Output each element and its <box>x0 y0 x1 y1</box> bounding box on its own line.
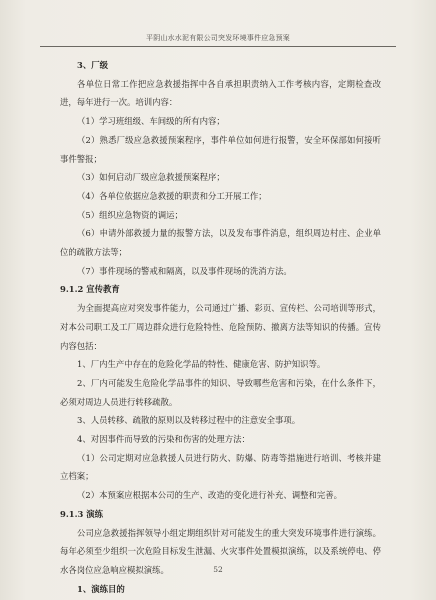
page-body <box>60 56 381 598</box>
page-header: 平阴山水水泥有限公司突发环境事件应急预案 <box>40 33 396 47</box>
paragraph: （1）学习班组级、车间级的所有内容； <box>77 116 225 127</box>
paragraph: （2）熟悉厂级应急救援预案程序，事件单位如何进行报警，安全环保部如何接听事件警报； <box>60 134 381 164</box>
paragraph: 2、厂内可能发生危险化学品事件的知识、导致哪些危害和污染，在什么条件下，必须对周边人员进行转移疏散。 <box>60 377 381 407</box>
paragraph: 3、人员转移、疏散的原则以及转移过程中的注意安全事项。 <box>77 415 301 426</box>
paragraph: （4）各单位依据应急救援的职责和分工开展工作； <box>77 190 267 201</box>
section-heading: 9.1.3 演练 <box>60 508 103 519</box>
section-heading: 1、演练目的 <box>77 583 125 594</box>
paragraph: 1、厂内生产中存在的危险化学品的特性、健康危害、防护知识等。 <box>77 359 326 370</box>
paragraph: （5）组织应急物资的调运； <box>77 209 183 220</box>
paragraph: 4、对因事件而导致的污染和伤害的处理方法： <box>77 434 250 445</box>
paragraph: 公司应急救援指挥领导小组定期组织针对可能发生的重大突发环境事件进行演练。每年必须至少组织一次危险目标发生泄漏、火灾事件处置模拟演练，以及系统停电、停水各岗位应急响应模拟演练。 <box>60 527 381 575</box>
paragraph: 各单位日常工作把应急救援指挥中各自承担职责纳入工作考核内容，定期检查改进，每年进行一次。培训内容： <box>60 78 381 108</box>
section-heading: 3、厂级 <box>77 60 108 70</box>
paragraph: （6）申请外部救援力量的报警方法，以及发布事件消息，组织周边村庄、企业单位的疏散方法等； <box>60 228 381 258</box>
section-heading: 9.1.2 宣传教育 <box>60 284 120 295</box>
paragraph: （7）事件现场的警戒和隔离，以及事件现场的洗消方法。 <box>77 265 292 276</box>
paragraph: （1）公司定期对应急救援人员进行防火、防爆、防毒等措施进行培训、考核并建立档案； <box>60 452 381 482</box>
paragraph: （2）本预案应根据本公司的生产、改造的变化进行补充、调整和完善。 <box>77 490 342 501</box>
paragraph: 为全面提高应对突发事件能力，公司通过广播、彩页、宣传栏、公司培训等形式，对本公司职工及工厂周边群众进行危险特性、危险预防、撤离方法等知识的传播。宣传内容包括： <box>60 303 381 351</box>
paragraph: （3）如何启动厂级应急救援预案程序； <box>77 172 225 183</box>
page-number: 52 <box>213 565 223 574</box>
